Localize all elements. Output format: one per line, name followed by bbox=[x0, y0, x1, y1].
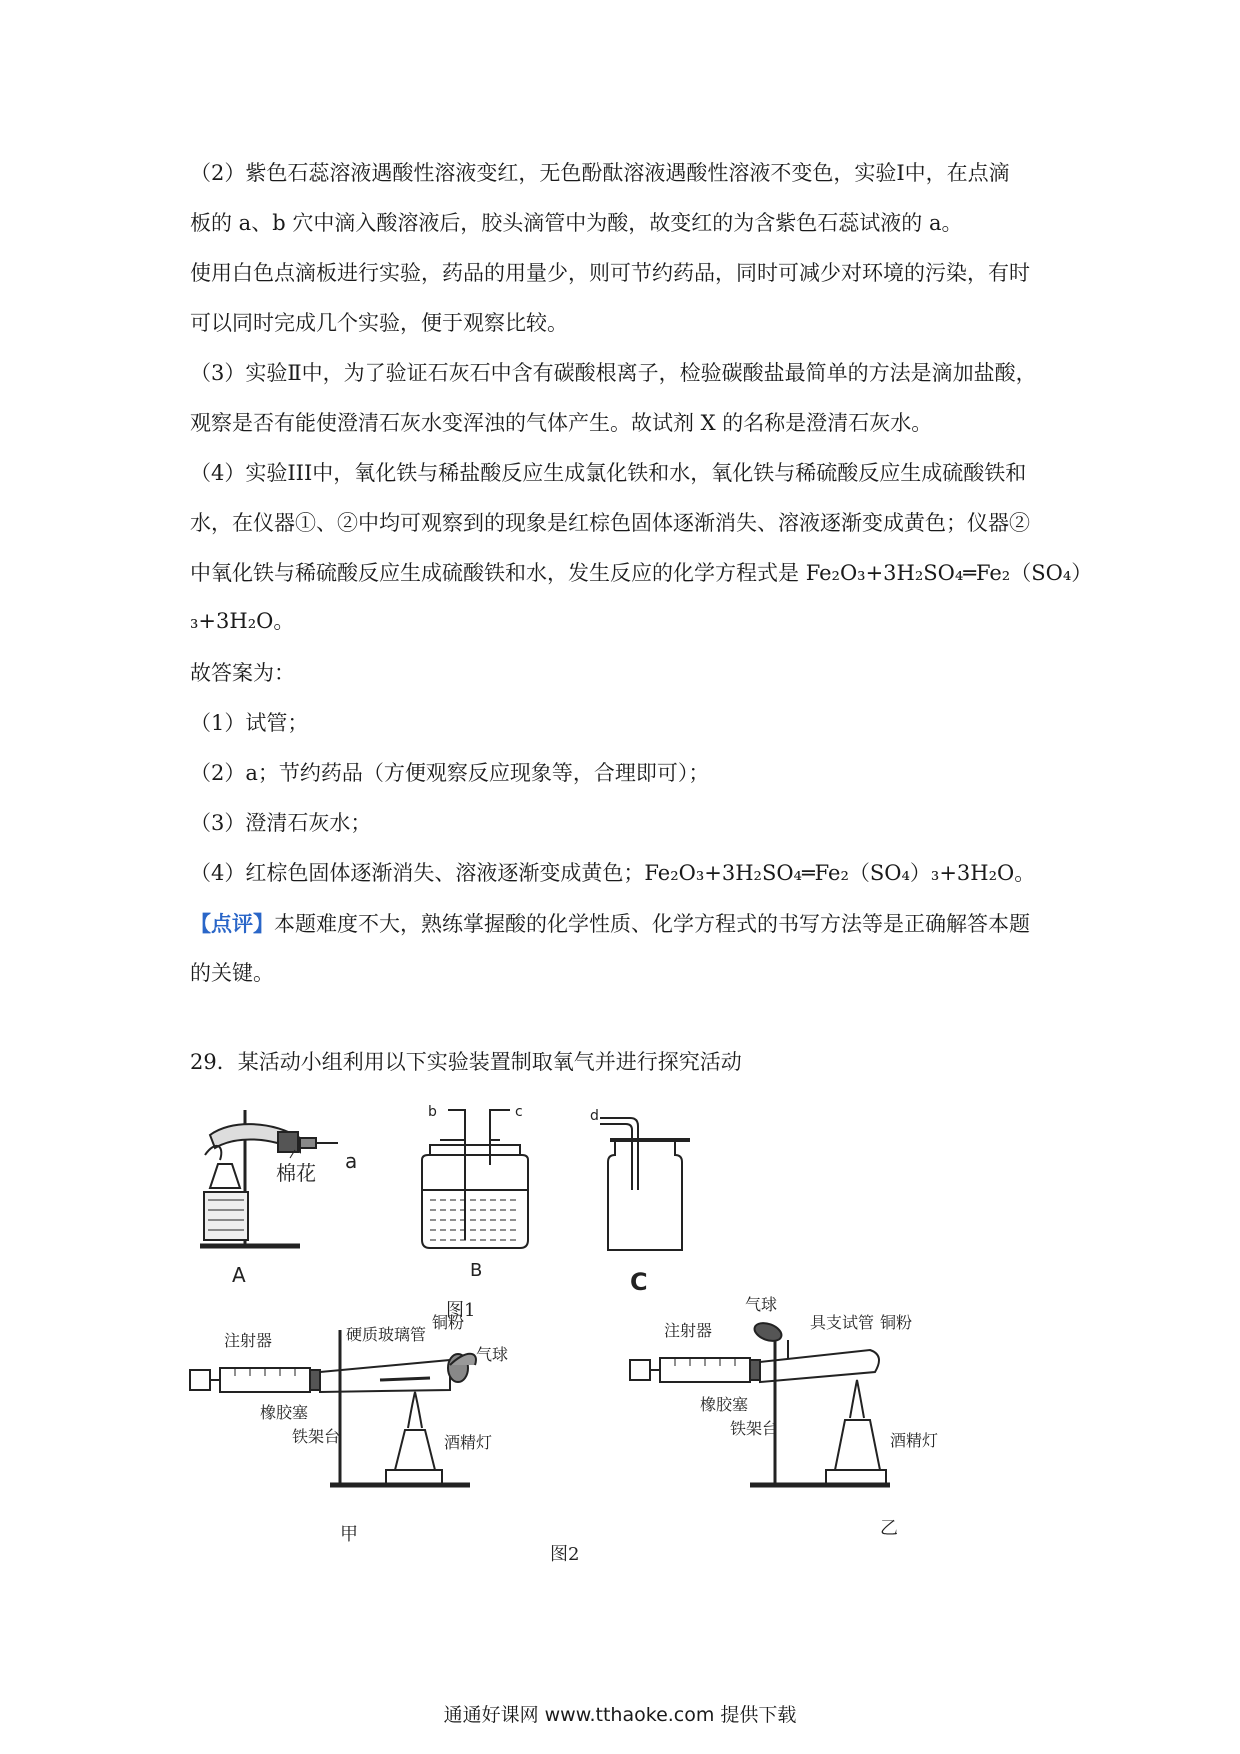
para-line-9-text: 中氧化铁与稀硫酸反应生成硫酸铁和水，发生反应的化学方程式是 bbox=[190, 561, 806, 585]
answer-4: （4）红棕色固体逐渐消失、溶液逐渐变成黄色；Fe₂O₃+3H₂SO₄═Fe₂（SO₄）₃+3H₂O。 bbox=[190, 861, 1036, 885]
apparatus-jia bbox=[190, 1330, 476, 1485]
answer-3: （3）澄清石灰水； bbox=[190, 811, 372, 835]
jia-stand: 铁架台 bbox=[292, 1427, 341, 1446]
jia-stopper: 橡胶塞 bbox=[260, 1403, 309, 1422]
question-29: 29．某活动小组利用以下实验装置制取氧气并进行探究活动 bbox=[190, 1050, 742, 1074]
jia-tube: 硬质玻璃管 bbox=[346, 1325, 427, 1344]
label-cotton: 棉花 bbox=[276, 1161, 316, 1185]
answer-heading: 故答案为： bbox=[190, 661, 295, 685]
equation: Fe₂O₃+3H₂SO₄═Fe₂（SO₄） bbox=[805, 561, 1093, 585]
comment-line-1 bbox=[190, 913, 1030, 935]
yi-lamp: 酒精灯 bbox=[890, 1431, 939, 1450]
apparatus-b bbox=[422, 1110, 528, 1248]
para-line-10: ₃+3H₂O。 bbox=[190, 609, 295, 633]
yi-balloon: 气球 bbox=[745, 1295, 778, 1314]
para-line-1: （2）紫色石蕊溶液遇酸性溶液变红，无色酚酞溶液遇酸性溶液不变色，实验Ⅰ中，在点滴 bbox=[190, 161, 1010, 185]
yi-label: 乙 bbox=[880, 1518, 898, 1539]
label-b-port: b bbox=[428, 1104, 437, 1120]
jia-lamp: 酒精灯 bbox=[444, 1433, 493, 1452]
jia-powder: 铜粉 bbox=[432, 1313, 465, 1332]
figure-1 bbox=[190, 1100, 790, 1321]
apparatus-yi bbox=[630, 1320, 890, 1485]
para-line-3: 使用白色点滴板进行实验，药品的用量少，则可节约药品，同时可减少对环境的污染，有时 bbox=[190, 261, 1030, 285]
yi-powder: 铜粉 bbox=[880, 1313, 913, 1332]
para-line-7: （4）实验III中，氧化铁与稀盐酸反应生成氯化铁和水，氧化铁与稀硫酸反应生成硫酸铁和 bbox=[190, 461, 1027, 485]
yi-stopper: 橡胶塞 bbox=[700, 1395, 749, 1414]
comment-text: 本题难度不大，熟练掌握酸的化学性质、化学方程式的书写方法等是正确解答本题 bbox=[274, 912, 1030, 936]
yi-tube: 具支试管 bbox=[810, 1313, 875, 1332]
answer-1: （1）试管； bbox=[190, 711, 309, 735]
footer: 通通好课网 www.tthaoke.com 提供下载 bbox=[443, 1704, 797, 1726]
comment-tag: 【点评】 bbox=[190, 911, 274, 936]
comment-line-2: 的关键。 bbox=[190, 961, 274, 985]
jia-balloon: 气球 bbox=[476, 1345, 509, 1364]
para-line-6: 观察是否有能使澄清石灰水变浑浊的气体产生。故试剂 X 的名称是澄清石灰水。 bbox=[190, 411, 933, 435]
caption-figure-2: 图2 bbox=[550, 1544, 580, 1565]
para-line-9 bbox=[190, 563, 1092, 584]
jia-label: 甲 bbox=[340, 1524, 358, 1545]
yi-stand: 铁架台 bbox=[730, 1419, 779, 1438]
yi-syringe: 注射器 bbox=[664, 1321, 713, 1340]
apparatus-a bbox=[200, 1110, 338, 1246]
para-line-2: 板的 a、b 穴中滴入酸溶液后，胶头滴管中为酸，故变红的为含紫色石蕊试液的 a。 bbox=[190, 211, 963, 235]
label-apparatus-b: B bbox=[470, 1260, 483, 1281]
para-line-4: 可以同时完成几个实验，便于观察比较。 bbox=[190, 311, 568, 335]
para-line-8: 水，在仪器①、②中均可观察到的现象是红棕色固体逐渐消失、溶液逐渐变成黄色；仪器② bbox=[190, 511, 1030, 535]
label-c-port: c bbox=[515, 1104, 523, 1120]
apparatus-c bbox=[600, 1118, 690, 1250]
label-apparatus-c: C bbox=[630, 1268, 648, 1296]
jia-syringe: 注射器 bbox=[224, 1331, 273, 1350]
label-d-port: d bbox=[590, 1108, 599, 1124]
para-line-5: （3）实验Ⅱ中，为了验证石灰石中含有碳酸根离子，检验碳酸盐最简单的方法是滴加盐酸， bbox=[190, 361, 1037, 385]
label-a-port: a bbox=[345, 1149, 358, 1173]
answer-2: （2）a；节约药品（方便观察反应现象等，合理即可）； bbox=[190, 761, 710, 785]
caption-figure-1: 图1 bbox=[446, 1300, 476, 1321]
figure-2 bbox=[190, 1295, 1050, 1570]
label-apparatus-a: A bbox=[232, 1263, 246, 1287]
